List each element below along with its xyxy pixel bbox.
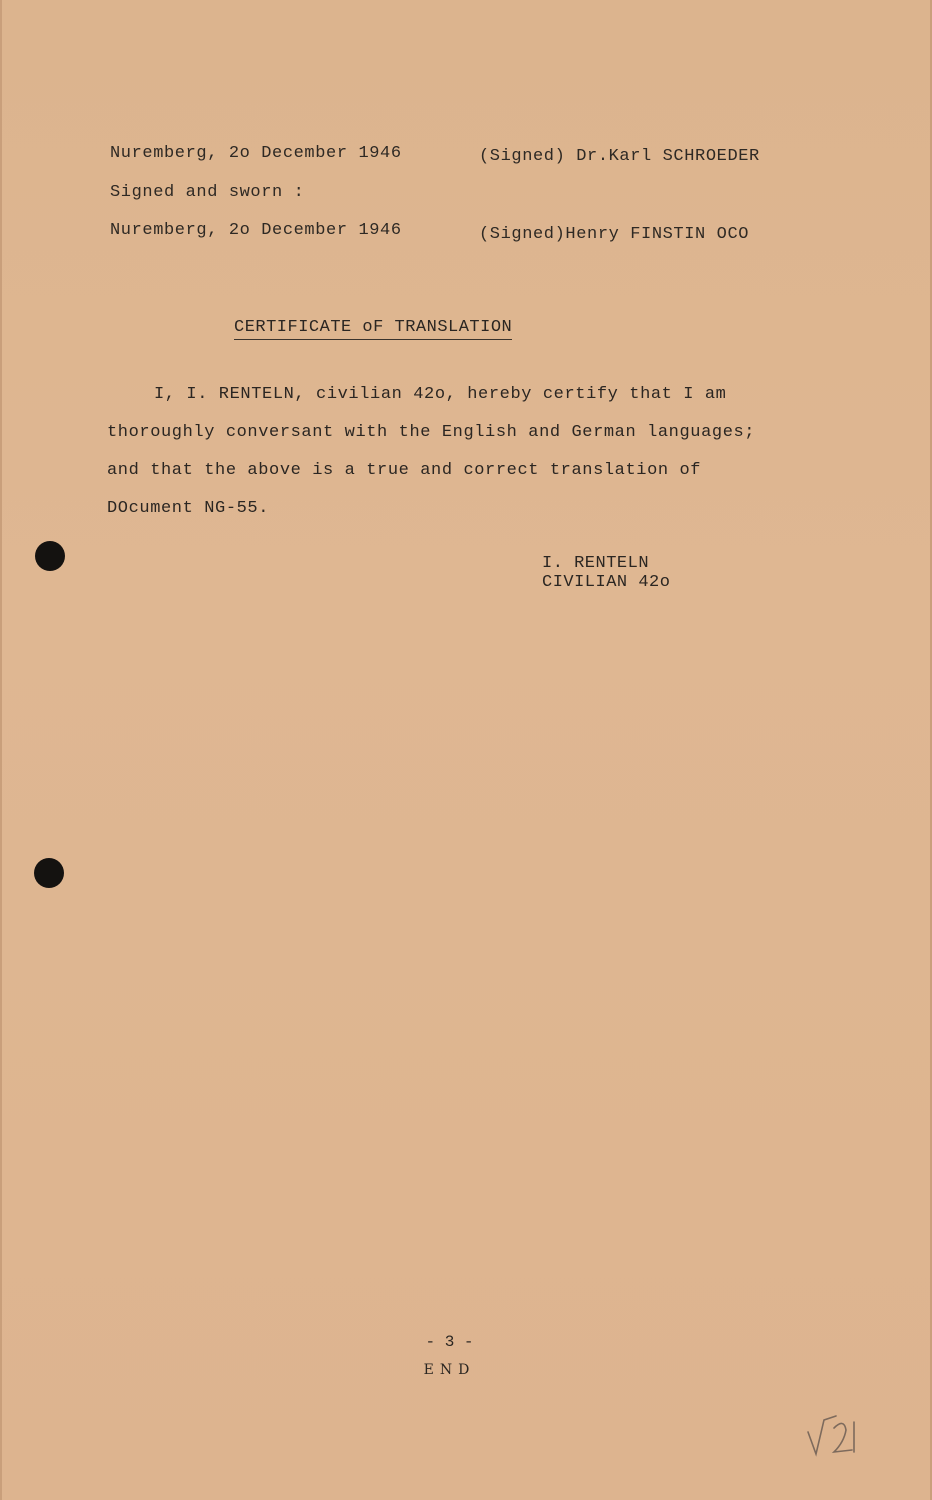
translator-name: I. RENTELN xyxy=(542,554,650,573)
translator-title: CIVILIAN 42o xyxy=(542,573,671,592)
certificate-paragraph xyxy=(107,376,807,528)
paragraph-line-1: I, I. RENTELN, civilian 42o, hereby certify that I am xyxy=(154,385,727,404)
paragraph-line-2: thoroughly conversant with the English and German languages; xyxy=(107,423,756,442)
punch-hole-top xyxy=(35,541,65,571)
paragraph-line-4: DOcument NG-55. xyxy=(107,499,270,518)
translator-signature-block xyxy=(542,554,670,592)
header-line-3-right: (Signed)Henry FINSTIN OCO xyxy=(479,225,750,244)
handwritten-annotation-icon xyxy=(800,1402,870,1462)
header-line-2-left: Signed and sworn : xyxy=(110,183,305,202)
page-number: - 3 - xyxy=(425,1333,474,1351)
punch-hole-bottom xyxy=(34,858,64,888)
paragraph-line-3: and that the above is a true and correct translation of xyxy=(107,461,702,480)
certificate-title: CERTIFICATE oF TRANSLATION xyxy=(234,318,512,340)
header-line-1-left: Nuremberg, 2o December 1946 xyxy=(110,144,402,163)
header-line-3-left: Nuremberg, 2o December 1946 xyxy=(110,221,402,240)
end-mark: END xyxy=(423,1362,476,1378)
header-line-1-right: (Signed) Dr.Karl SCHROEDER xyxy=(479,147,760,166)
